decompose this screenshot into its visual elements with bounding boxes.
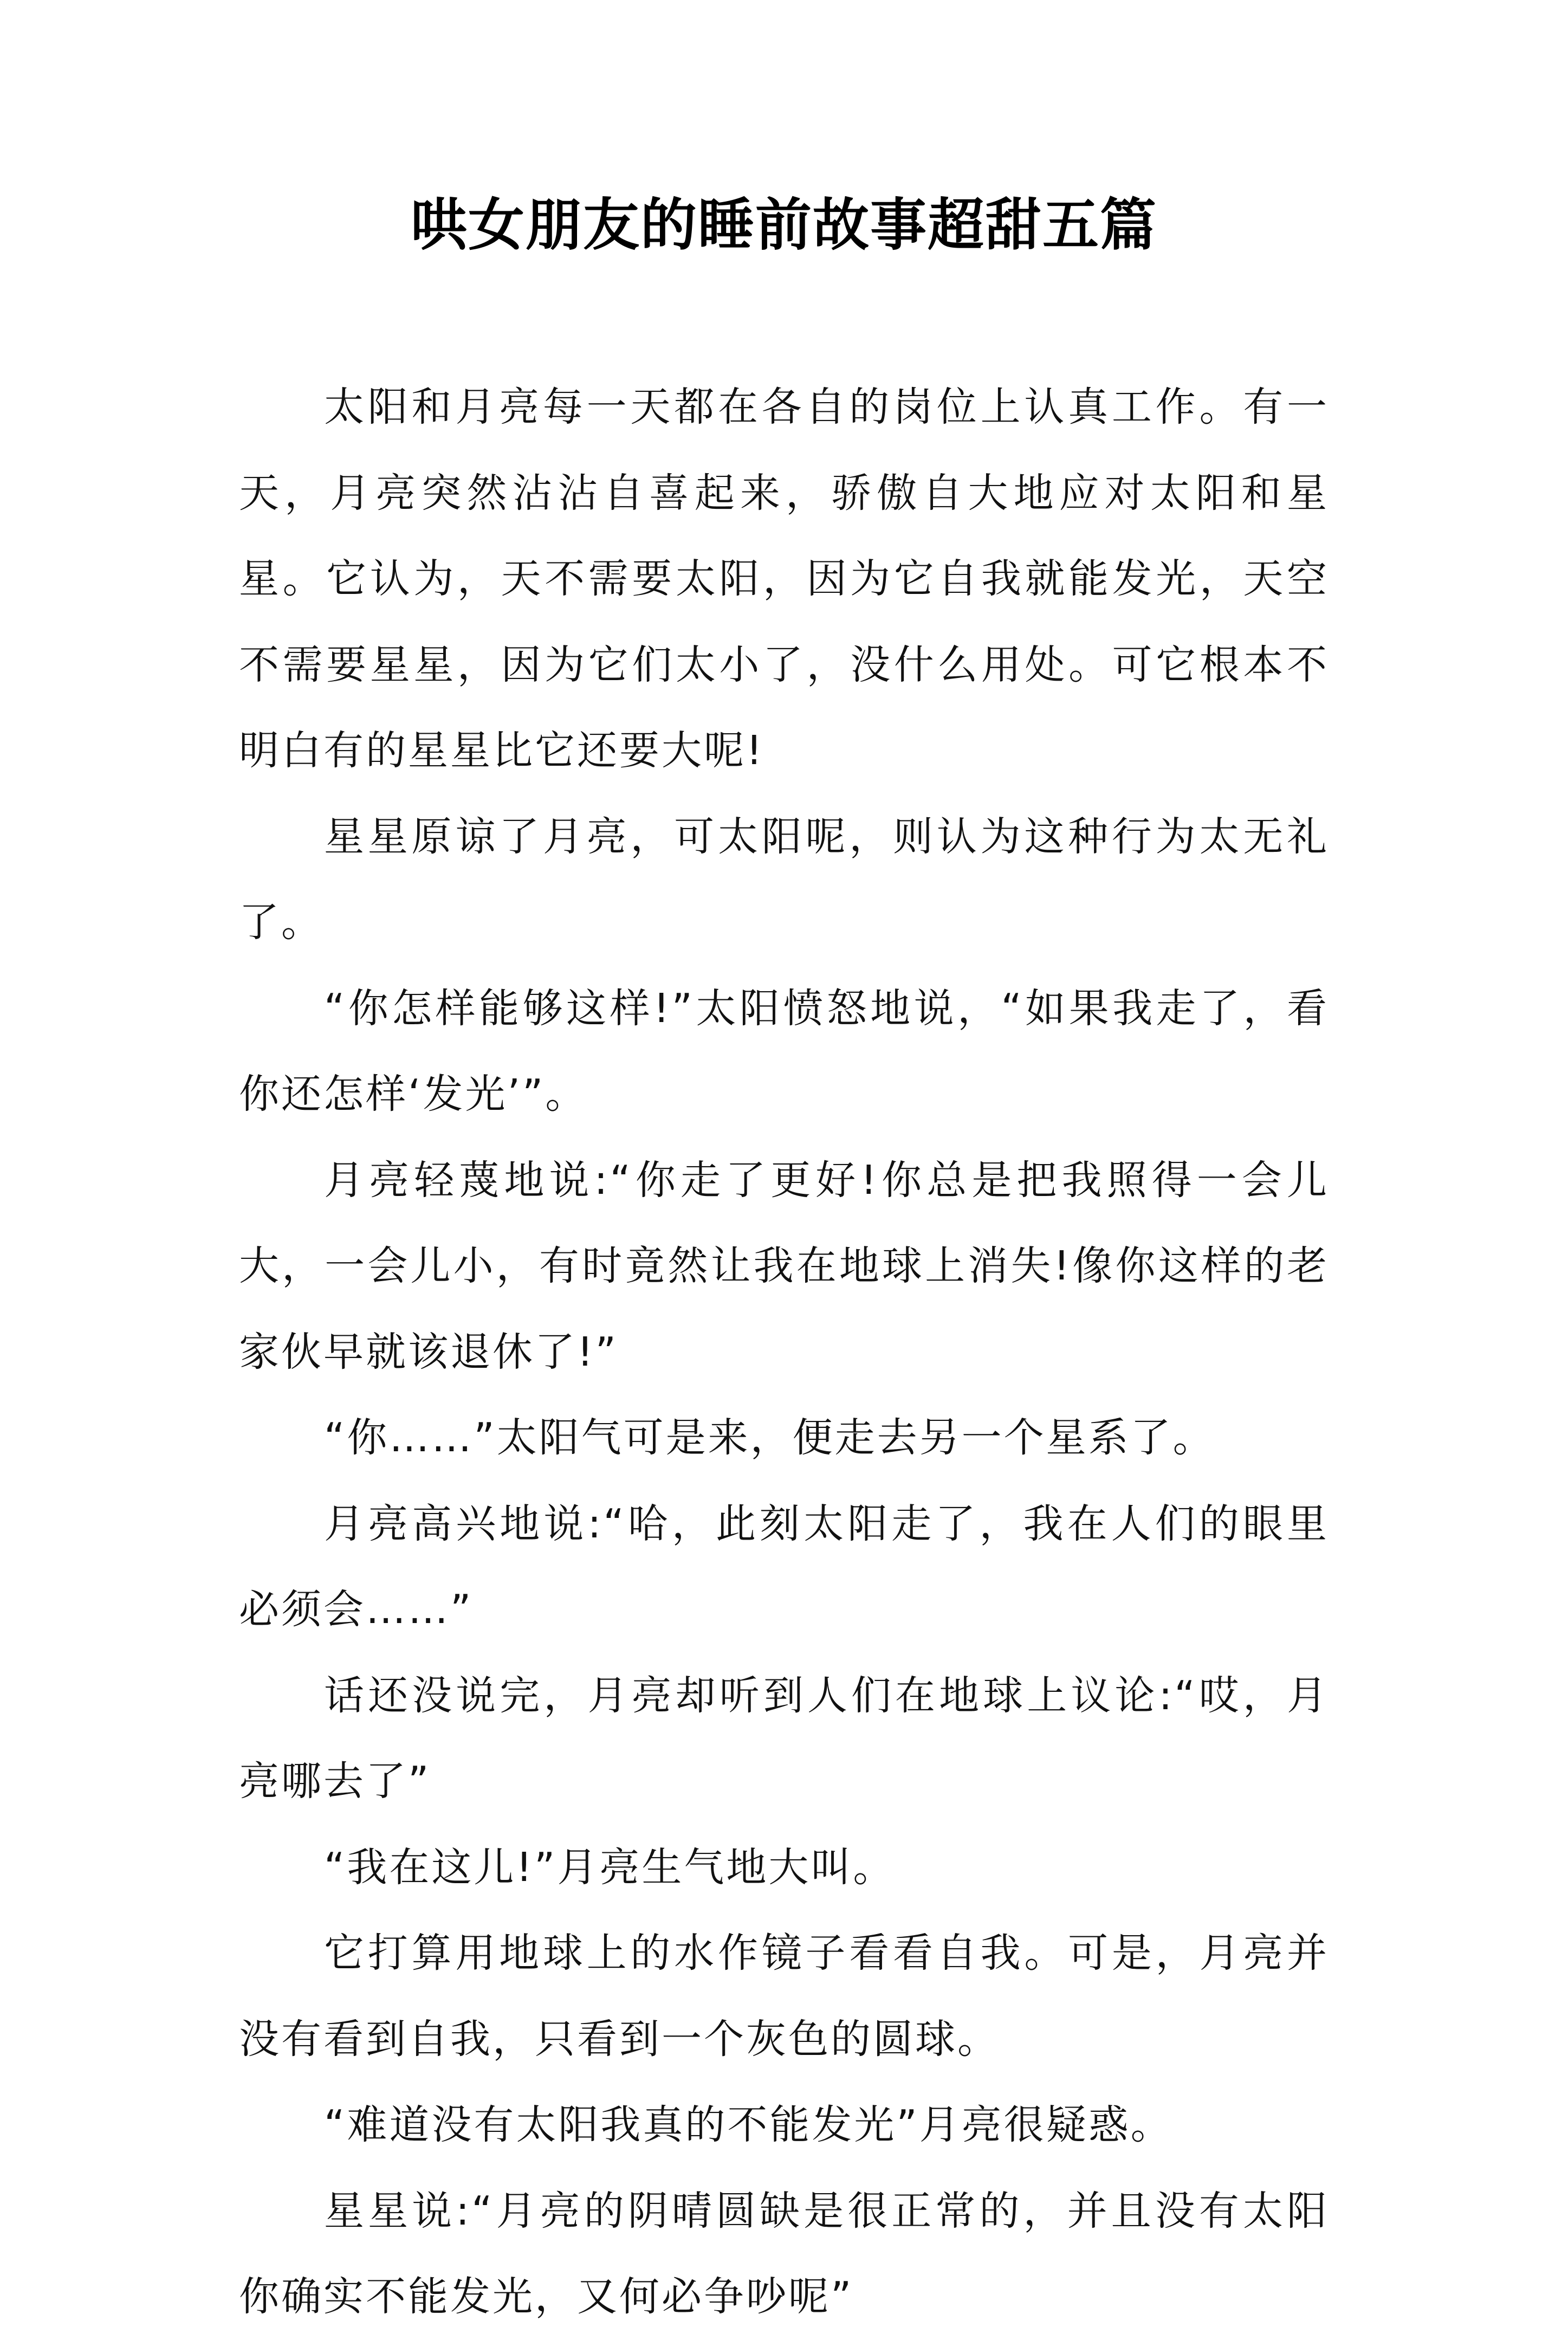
paragraph: “我在这儿!”月亮生气地大叫。 bbox=[324, 1844, 896, 1891]
paragraph: 它打算用地球上的水作镜子看看自我。可是，月亮并没有看到自我，只看到一个灰色的圆球。 bbox=[239, 1930, 1329, 2063]
paragraph: 月亮轻蔑地说:“你走了更好!你总是把我照得一会儿大，一会儿小，有时竟然让我在地球上消失!像你这样的老家伙早就该退休了!” bbox=[239, 1156, 1329, 1375]
document-body bbox=[239, 364, 1329, 2340]
paragraph: 星星原谅了月亮，可太阳呢，则认为这种行为太无礼了。 bbox=[239, 813, 1329, 946]
document-title: 哄女朋友的睡前故事超甜五篇 bbox=[410, 191, 1157, 258]
paragraph: 星星说:“月亮的阴晴圆缺是很正常的，并且没有太阳你确实不能发光，又何必争吵呢” bbox=[239, 2187, 1329, 2320]
paragraph: 月亮高兴地说:“哈，此刻太阳走了，我在人们的眼里必须会……” bbox=[239, 1500, 1329, 1633]
paragraph: “你……”太阳气可是来，便走去另一个星系了。 bbox=[324, 1414, 1215, 1461]
paragraph: “难道没有太阳我真的不能发光”月亮很疑惑。 bbox=[324, 2102, 1173, 2148]
paragraph: “你怎样能够这样!”太阳愤怒地说，“如果我走了，看你还怎样‘发光’”。 bbox=[239, 985, 1329, 1117]
paragraph: 话还没说完，月亮却听到人们在地球上议论:“哎，月亮哪去了” bbox=[239, 1672, 1329, 1805]
paragraph: 太阳和月亮每一天都在各自的岗位上认真工作。有一天，月亮突然沾沾自喜起来，骄傲自大地应对太阳和星星。它认为，天不需要太阳，因为它自我就能发光，天空不需要星星，因为它们太小了，没什么用处。可它根本不明白有的星星比它还要大呢! bbox=[239, 384, 1329, 774]
